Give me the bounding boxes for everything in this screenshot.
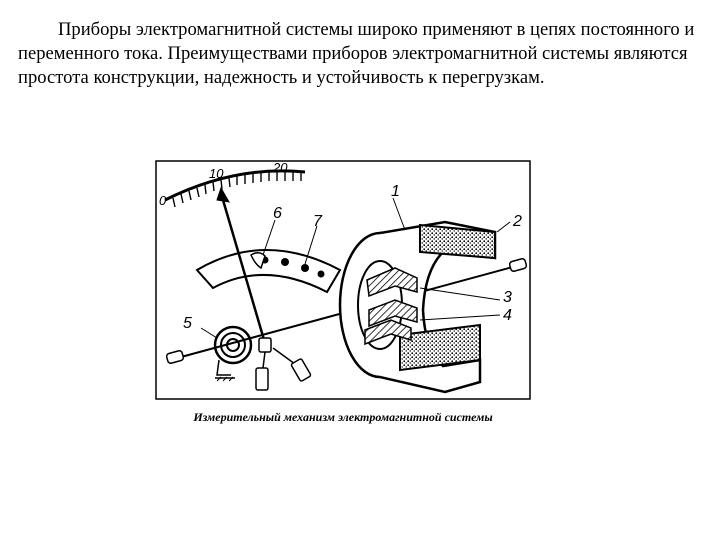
scale-label-10: 10 — [209, 166, 224, 181]
mechanism-diagram — [155, 160, 531, 400]
scale-label-0: 0 — [159, 193, 167, 208]
figure-caption: Измерительный механизм электромагнитной системы — [193, 410, 493, 424]
scale-label-20: 20 — [273, 160, 288, 175]
callout-4: 4 — [503, 307, 512, 324]
callout-2: 2 — [513, 213, 522, 230]
callout-7: 7 — [313, 213, 322, 230]
callout-6: 6 — [273, 205, 282, 222]
callout-3: 3 — [503, 289, 512, 306]
callout-1: 1 — [391, 183, 400, 200]
body-paragraph: Приборы электромагнитной системы широко применяют в цепях постоянного и переменного тока. Преимуществами приборов электромагнитной системы являются простота конструкции, надежность и устойчивость к перегрузкам. — [18, 19, 695, 88]
callout-5: 5 — [183, 315, 192, 332]
